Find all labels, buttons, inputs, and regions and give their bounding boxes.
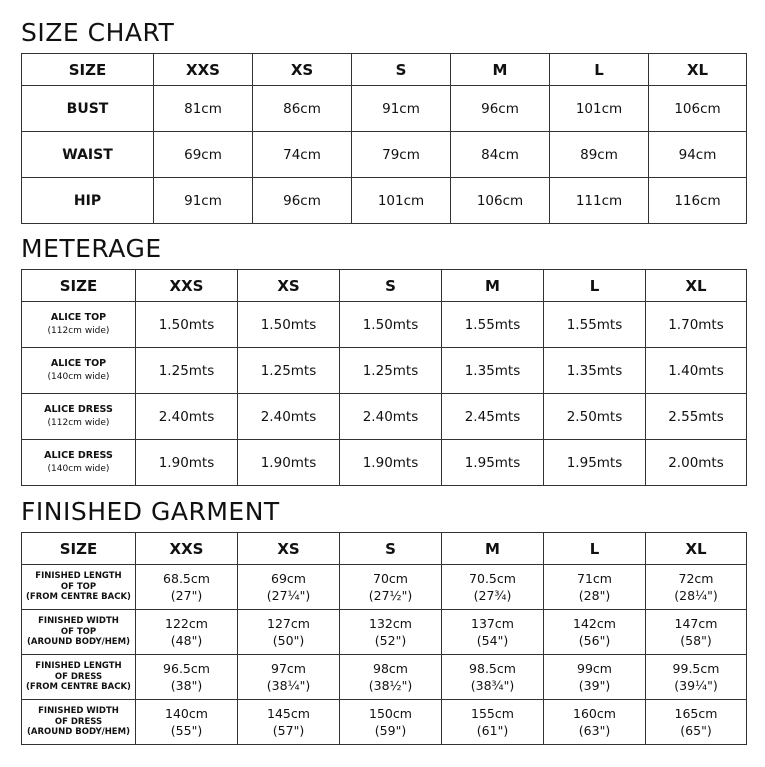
table-cell: 1.90mts [238,440,340,486]
header-xl: XL [646,270,747,302]
table-row [22,86,747,132]
size-chart-table [21,53,747,224]
table-cell: 1.90mts [340,440,442,486]
row-label-sub: (112cm wide) [47,325,110,336]
header-xs: XS [238,533,340,565]
cell-imperial: (28¼") [674,588,718,603]
header-size: SIZE [22,54,154,86]
cell-metric: 71cm [577,571,612,586]
row-label-line: OF DRESS [54,716,103,727]
cell-imperial: (52") [374,633,407,648]
table-cell [544,565,646,610]
cell-metric: 132cm [369,616,412,631]
table-cell [340,655,442,700]
table-cell: 1.55mts [544,302,646,348]
table-cell: 84cm [451,132,550,178]
table-cell: 1.50mts [136,302,238,348]
cell-metric: 150cm [369,706,412,721]
row-label-finished-width-top [22,610,136,655]
header-s: S [352,54,451,86]
table-cell [340,610,442,655]
header-s: S [340,270,442,302]
table-cell: 1.50mts [238,302,340,348]
table-cell: 2.40mts [340,394,442,440]
table-cell [544,655,646,700]
row-label-line: (AROUND BODY/HEM) [27,637,130,648]
table-cell: 1.95mts [544,440,646,486]
header-m: M [451,54,550,86]
cell-metric: 97cm [271,661,306,676]
finished-garment-table [21,532,747,745]
row-label-alice-dress-112 [22,394,136,440]
cell-metric: 98.5cm [469,661,516,676]
cell-imperial: (27½") [368,588,413,603]
row-label-line: OF TOP [60,581,97,592]
header-l: L [544,270,646,302]
header-s: S [340,533,442,565]
meterage-title: METERAGE [21,234,162,263]
table-cell [238,565,340,610]
table-cell: 106cm [649,86,747,132]
cell-metric: 99.5cm [672,661,720,676]
table-cell: 1.50mts [340,302,442,348]
cell-imperial: (48") [170,633,203,648]
table-cell: 91cm [352,86,451,132]
cell-imperial: (27¼") [266,588,311,603]
header-xxs: XXS [154,54,253,86]
cell-imperial: (39") [578,678,611,693]
cell-metric: 70cm [373,571,408,586]
table-cell [136,700,238,745]
table-cell: 101cm [352,178,451,224]
table-row [22,394,747,440]
table-row [22,610,747,655]
header-l: L [550,54,649,86]
cell-imperial: (38") [170,678,203,693]
row-label-line: (FROM CENTRE BACK) [26,682,131,693]
table-cell: 96cm [451,86,550,132]
cell-imperial: (38½") [368,678,413,693]
cell-metric: 142cm [573,616,616,631]
header-xs: XS [253,54,352,86]
cell-metric: 155cm [471,706,514,721]
cell-imperial: (39¼") [674,678,718,693]
table-cell [442,565,544,610]
table-cell [136,655,238,700]
table-cell: 74cm [253,132,352,178]
table-cell: 116cm [649,178,747,224]
table-cell: 2.40mts [238,394,340,440]
table-row [22,565,747,610]
cell-imperial: (65") [680,723,712,738]
header-m: M [442,270,544,302]
table-cell: 91cm [154,178,253,224]
row-label-bust: BUST [22,86,154,132]
row-label-line: FINISHED LENGTH [35,661,122,672]
table-cell: 1.55mts [442,302,544,348]
table-cell [238,700,340,745]
row-label-line: (AROUND BODY/HEM) [27,727,130,738]
row-label-line: OF TOP [60,626,97,637]
table-row [22,178,747,224]
cell-metric: 70.5cm [469,571,516,586]
table-cell: 2.50mts [544,394,646,440]
cell-metric: 98cm [373,661,408,676]
row-label-sub: (140cm wide) [47,463,110,474]
cell-imperial: (56") [578,633,611,648]
cell-imperial: (38¼") [266,678,311,693]
table-cell [442,700,544,745]
table-cell: 96cm [253,178,352,224]
table-cell: 1.35mts [544,348,646,394]
table-cell: 1.25mts [238,348,340,394]
cell-metric: 140cm [165,706,208,721]
table-cell: 1.40mts [646,348,747,394]
row-label-main: ALICE DRESS [44,403,113,415]
table-cell [442,655,544,700]
cell-imperial: (59") [374,723,407,738]
header-xs: XS [238,270,340,302]
cell-metric: 145cm [267,706,310,721]
table-cell [238,610,340,655]
row-label-main: ALICE DRESS [44,449,113,461]
cell-imperial: (27") [170,588,203,603]
size-chart-title: SIZE CHART [21,18,175,47]
row-label-main: ALICE TOP [50,311,107,323]
table-row [22,348,747,394]
table-row [22,655,747,700]
row-label-hip: HIP [22,178,154,224]
table-cell: 1.95mts [442,440,544,486]
cell-metric: 96.5cm [163,661,210,676]
row-label-sub: (140cm wide) [47,371,110,382]
table-cell: 101cm [550,86,649,132]
table-cell: 2.45mts [442,394,544,440]
header-xl: XL [649,54,747,86]
table-row [22,440,747,486]
cell-imperial: (61") [476,723,509,738]
cell-imperial: (58") [680,633,712,648]
table-cell [646,655,747,700]
row-label-finished-width-dress [22,700,136,745]
header-size: SIZE [22,270,136,302]
cell-metric: 69cm [271,571,306,586]
table-cell: 1.25mts [136,348,238,394]
cell-metric: 160cm [573,706,616,721]
header-xxs: XXS [136,533,238,565]
table-cell [646,610,747,655]
cell-metric: 72cm [678,571,714,586]
table-cell: 1.70mts [646,302,747,348]
table-cell: 1.35mts [442,348,544,394]
header-xxs: XXS [136,270,238,302]
table-cell [340,565,442,610]
table-cell: 81cm [154,86,253,132]
table-cell [544,610,646,655]
cell-imperial: (50") [272,633,305,648]
table-row [22,132,747,178]
row-label-alice-dress-140 [22,440,136,486]
cell-imperial: (27¾) [473,588,512,603]
cell-metric: 68.5cm [163,571,210,586]
row-label-line: (FROM CENTRE BACK) [26,592,131,603]
row-label-line: FINISHED WIDTH [38,616,119,627]
header-size: SIZE [22,533,136,565]
cell-imperial: (55") [170,723,203,738]
cell-imperial: (63") [578,723,611,738]
cell-metric: 165cm [674,706,718,721]
size-chart-header-row [22,54,747,86]
cell-metric: 137cm [471,616,514,631]
cell-imperial: (57") [272,723,305,738]
table-row [22,302,747,348]
table-cell: 111cm [550,178,649,224]
table-cell: 2.55mts [646,394,747,440]
row-label-line: FINISHED LENGTH [35,571,122,582]
header-xl: XL [646,533,747,565]
table-cell [238,655,340,700]
cell-metric: 122cm [165,616,208,631]
meterage-table [21,269,747,486]
row-label-finished-length-dress [22,655,136,700]
table-cell [544,700,646,745]
cell-metric: 127cm [267,616,310,631]
table-cell [646,565,747,610]
row-label-line: FINISHED WIDTH [38,706,119,717]
cell-metric: 147cm [674,616,718,631]
table-cell [442,610,544,655]
cell-metric: 99cm [577,661,612,676]
table-cell: 79cm [352,132,451,178]
row-label-finished-length-top [22,565,136,610]
table-cell [136,610,238,655]
table-cell [340,700,442,745]
table-cell [646,700,747,745]
table-cell: 1.25mts [340,348,442,394]
row-label-main: ALICE TOP [50,357,107,369]
table-row [22,700,747,745]
cell-imperial: (28") [578,588,611,603]
table-cell: 2.40mts [136,394,238,440]
table-cell [136,565,238,610]
row-label-line: OF DRESS [54,671,103,682]
table-cell: 69cm [154,132,253,178]
finished-garment-header-row [22,533,747,565]
meterage-header-row [22,270,747,302]
row-label-alice-top-140 [22,348,136,394]
table-cell: 94cm [649,132,747,178]
table-cell: 2.00mts [646,440,747,486]
row-label-alice-top-112 [22,302,136,348]
table-cell: 106cm [451,178,550,224]
row-label-waist: WAIST [22,132,154,178]
header-l: L [544,533,646,565]
cell-imperial: (38¾") [470,678,515,693]
table-cell: 86cm [253,86,352,132]
finished-garment-title: FINISHED GARMENT [21,497,280,526]
header-m: M [442,533,544,565]
row-label-sub: (112cm wide) [47,417,110,428]
table-cell: 1.90mts [136,440,238,486]
table-cell: 89cm [550,132,649,178]
cell-imperial: (54") [476,633,509,648]
